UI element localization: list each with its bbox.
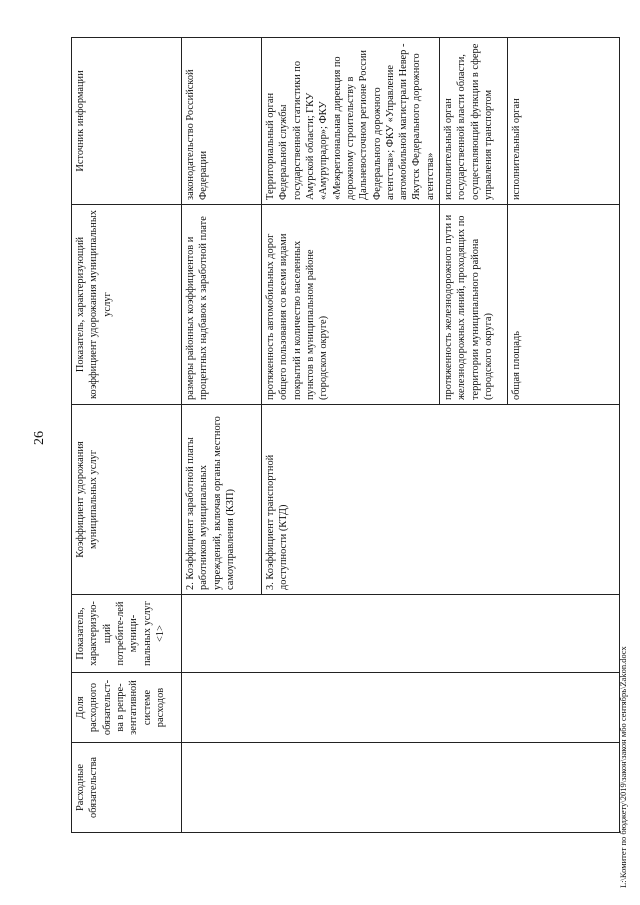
- header-consumer-indicator: Показатель, характеризую-щий потребите-лей муници-пальных услуг <1>: [72, 595, 182, 673]
- cell-coefficient: 3. Коэффициент транспортной доступности (КТД): [262, 405, 620, 595]
- rotated-table-wrapper: [71, 38, 611, 833]
- cell-indicator: протяженность железнодорожного пути и железнодорожных линий, проходящих по территории муниципального района (городского округа): [440, 205, 508, 405]
- header-coefficient-indicator: Показатель, характеризующий коэффициент удорожания муниципальных услуг: [72, 205, 182, 405]
- cell-indicator: общая площадь: [508, 205, 620, 405]
- cell-coefficient: 2. Коэффициент заработной платы работников муниципальных учреждений, включая органы местного самоуправления (КЗП): [182, 405, 262, 595]
- cell-source: исполнительный орган: [508, 38, 620, 205]
- header-information-source: Источник информации: [72, 38, 182, 205]
- cell-consumer-empty: [182, 595, 620, 673]
- cell-indicator: размеры районных коэффициентов и процентных надбавок к заработной плате: [182, 205, 262, 405]
- footer-file-path: L:\Комитет по бюджету\2019\закон\закон мбо сентябрь\Zakon.docx: [618, 646, 628, 888]
- header-expenditure-obligations: Расходные обязательства: [72, 743, 182, 833]
- cell-expenditure-empty: [182, 743, 620, 833]
- header-share-in-system: Доля расходного обязательст-ва в репре-зентативной системе расходов: [72, 673, 182, 743]
- header-cost-coefficient: Коэффициент удорожания муниципальных услуг: [72, 405, 182, 595]
- cell-share-empty: [182, 673, 620, 743]
- table-header-row: [72, 38, 182, 833]
- page-number: 26: [32, 431, 47, 445]
- cell-source: Территориальный орган Федеральной службы государственной статистики по Амурской области; ГКУ «Амурупрадор»; ФКУ «Межрегиональная дирекция по дорожному строительству в Дальневосточном регионе России Федерального дорожного агентства»; ФКУ «Управление автомобильной магистрали Невер - Якутск Федерального дорожного агентства»: [262, 38, 440, 205]
- cell-source: законодательство Российской Федерации: [182, 38, 262, 205]
- cell-indicator: протяженность автомобильных дорог общего пользования со всеми видами покрытий и количество населенных пунктов в муниципальном районе (городском округе): [262, 205, 440, 405]
- cell-source: исполнительный орган государственной власти области, осуществляющий функции в сфере управления транспортом: [440, 38, 508, 205]
- table-row: [182, 38, 262, 833]
- cost-coefficients-table: [71, 37, 620, 833]
